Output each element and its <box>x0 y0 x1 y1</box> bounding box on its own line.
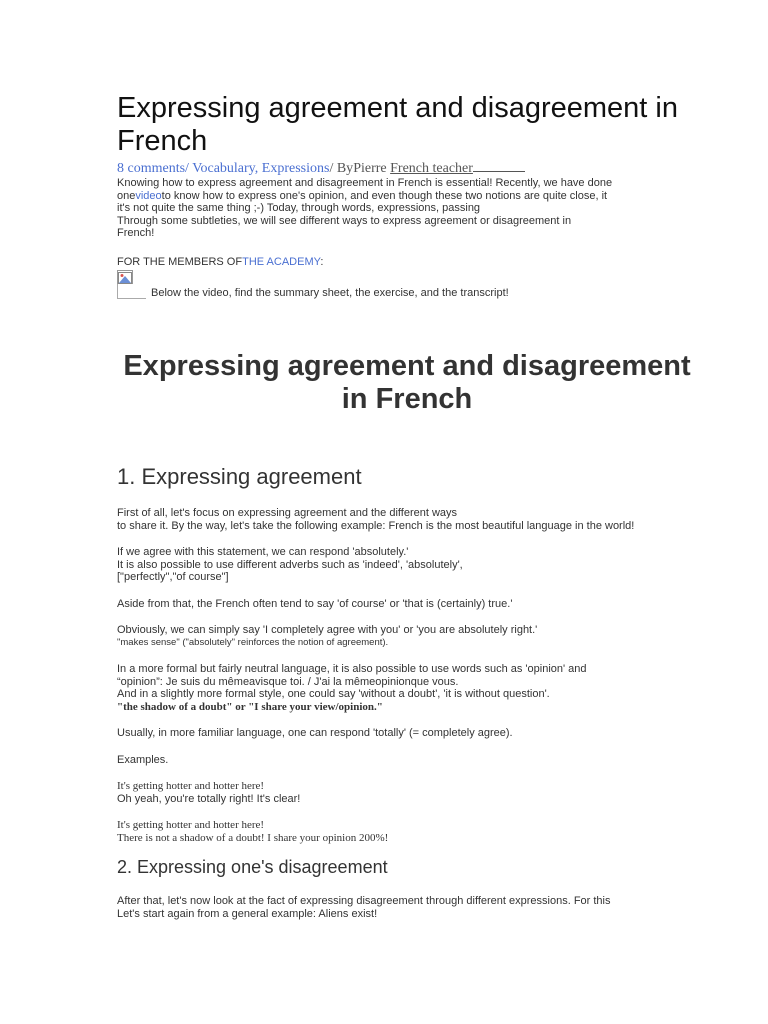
paragraph <box>117 895 677 920</box>
text-line: And in a slightly more formal style, one could say 'without a doubt', 'it is without question'. <box>117 688 550 700</box>
paragraph <box>117 663 677 713</box>
text-line: to share it. By the way, let's take the following example: French is the most beautiful language in the world! <box>117 519 635 532</box>
article-meta <box>117 160 717 177</box>
video-embed[interactable] <box>117 268 717 302</box>
category-link-vocabulary[interactable]: Vocabulary <box>192 161 255 176</box>
intro-line: Knowing how to express agreement and disagreement in French is essential! Recently, we have done <box>117 177 613 189</box>
article-header <box>117 92 717 302</box>
members-line <box>117 256 717 268</box>
meta-underline <box>473 161 525 172</box>
example <box>117 819 677 844</box>
text-line: Let's start again from a general example: Aliens exist! <box>117 907 378 920</box>
text-line: Obviously, we can simply say 'I completely agree with you' or 'you are absolutely right.' <box>117 624 538 636</box>
example-line: There is not a shadow of a doubt! I share your opinion 200%! <box>117 831 389 844</box>
meta-separator: / <box>185 161 193 176</box>
video-link[interactable]: video <box>135 189 162 202</box>
text-line: "makes sense" ("absolutely" reinforces the notion of agreement). <box>117 636 389 648</box>
example-line: It's getting hotter and hotter here! <box>117 819 265 831</box>
article-title: Expressing agreement and disagreement in French <box>117 92 678 157</box>
example <box>117 780 677 805</box>
section1-heading: 1. Expressing agreement <box>117 464 362 489</box>
intro-text: one <box>117 189 136 202</box>
text-line: Aside from that, the French often tend to say 'of course' or 'that is (certainly) true.' <box>117 597 513 610</box>
text-line: After that, let's now look at the fact of expressing disagreement through different expressions. For this <box>117 895 611 907</box>
paragraph <box>117 598 677 611</box>
paragraph <box>117 727 677 740</box>
text-line: Examples. <box>117 753 169 766</box>
author-name: Pierre <box>353 161 387 176</box>
section2-heading: 2. Expressing one's disagreement <box>117 857 388 877</box>
intro-line <box>117 190 717 203</box>
image-frame <box>117 284 146 299</box>
text-line: If we agree with this statement, we can respond 'absolutely.' <box>117 546 409 558</box>
text-line: “opinion”: Je suis du mêmeavisque toi. / J'ai la mêmeopinionque vous. <box>117 675 459 688</box>
text-line: First of all, let's focus on expressing agreement and the different ways <box>117 507 458 519</box>
intro-line: it's not quite the same thing ;-) Today, through words, expressions, passing <box>117 202 481 214</box>
example-line: It's getting hotter and hotter here! <box>117 780 265 792</box>
text-line: In a more formal but fairly neutral language, it is also possible to use words such as 'opinion' and <box>117 663 587 675</box>
paragraph <box>117 754 677 767</box>
summary-title: Expressing agreement and disagreement in French <box>123 350 691 415</box>
members-colon: : <box>320 255 324 268</box>
category-link-expressions[interactable]: Expressions <box>261 161 330 176</box>
text-line: It is also possible to use different adverbs such as 'indeed', 'absolutely', <box>117 558 463 571</box>
intro-line: Through some subtleties, we will see different ways to express agreement or disagreement in <box>117 214 572 227</box>
below-video-text: Below the video, find the summary sheet, the exercise, and the transcript! <box>151 286 509 299</box>
article-intro <box>117 177 717 240</box>
broken-image-icon <box>117 270 133 284</box>
text-line: Usually, in more familiar language, one can respond 'totally' (= completely agree). <box>117 727 513 739</box>
meta-comma: , <box>254 161 262 176</box>
academy-link[interactable]: THE ACADEMY <box>242 255 321 268</box>
paragraph <box>117 546 677 584</box>
members-text: FOR THE MEMBERS OF <box>117 255 243 268</box>
text-line: "the shadow of a doubt" or "I share your view/opinion." <box>117 700 383 713</box>
summary-content <box>117 464 677 934</box>
author-role: French teacher <box>390 161 473 176</box>
example-line: Oh yeah, you're totally right! It's clear! <box>117 792 301 805</box>
comments-link[interactable]: 8 comments <box>117 161 186 176</box>
intro-text: to know how to express one's opinion, and even though these two notions are quite close, it <box>161 189 608 202</box>
intro-line: French! <box>117 227 155 239</box>
paragraph <box>117 507 677 532</box>
text-line: ["perfectly","of course"] <box>117 571 229 583</box>
paragraph <box>117 624 677 649</box>
meta-by: / By <box>329 161 354 176</box>
